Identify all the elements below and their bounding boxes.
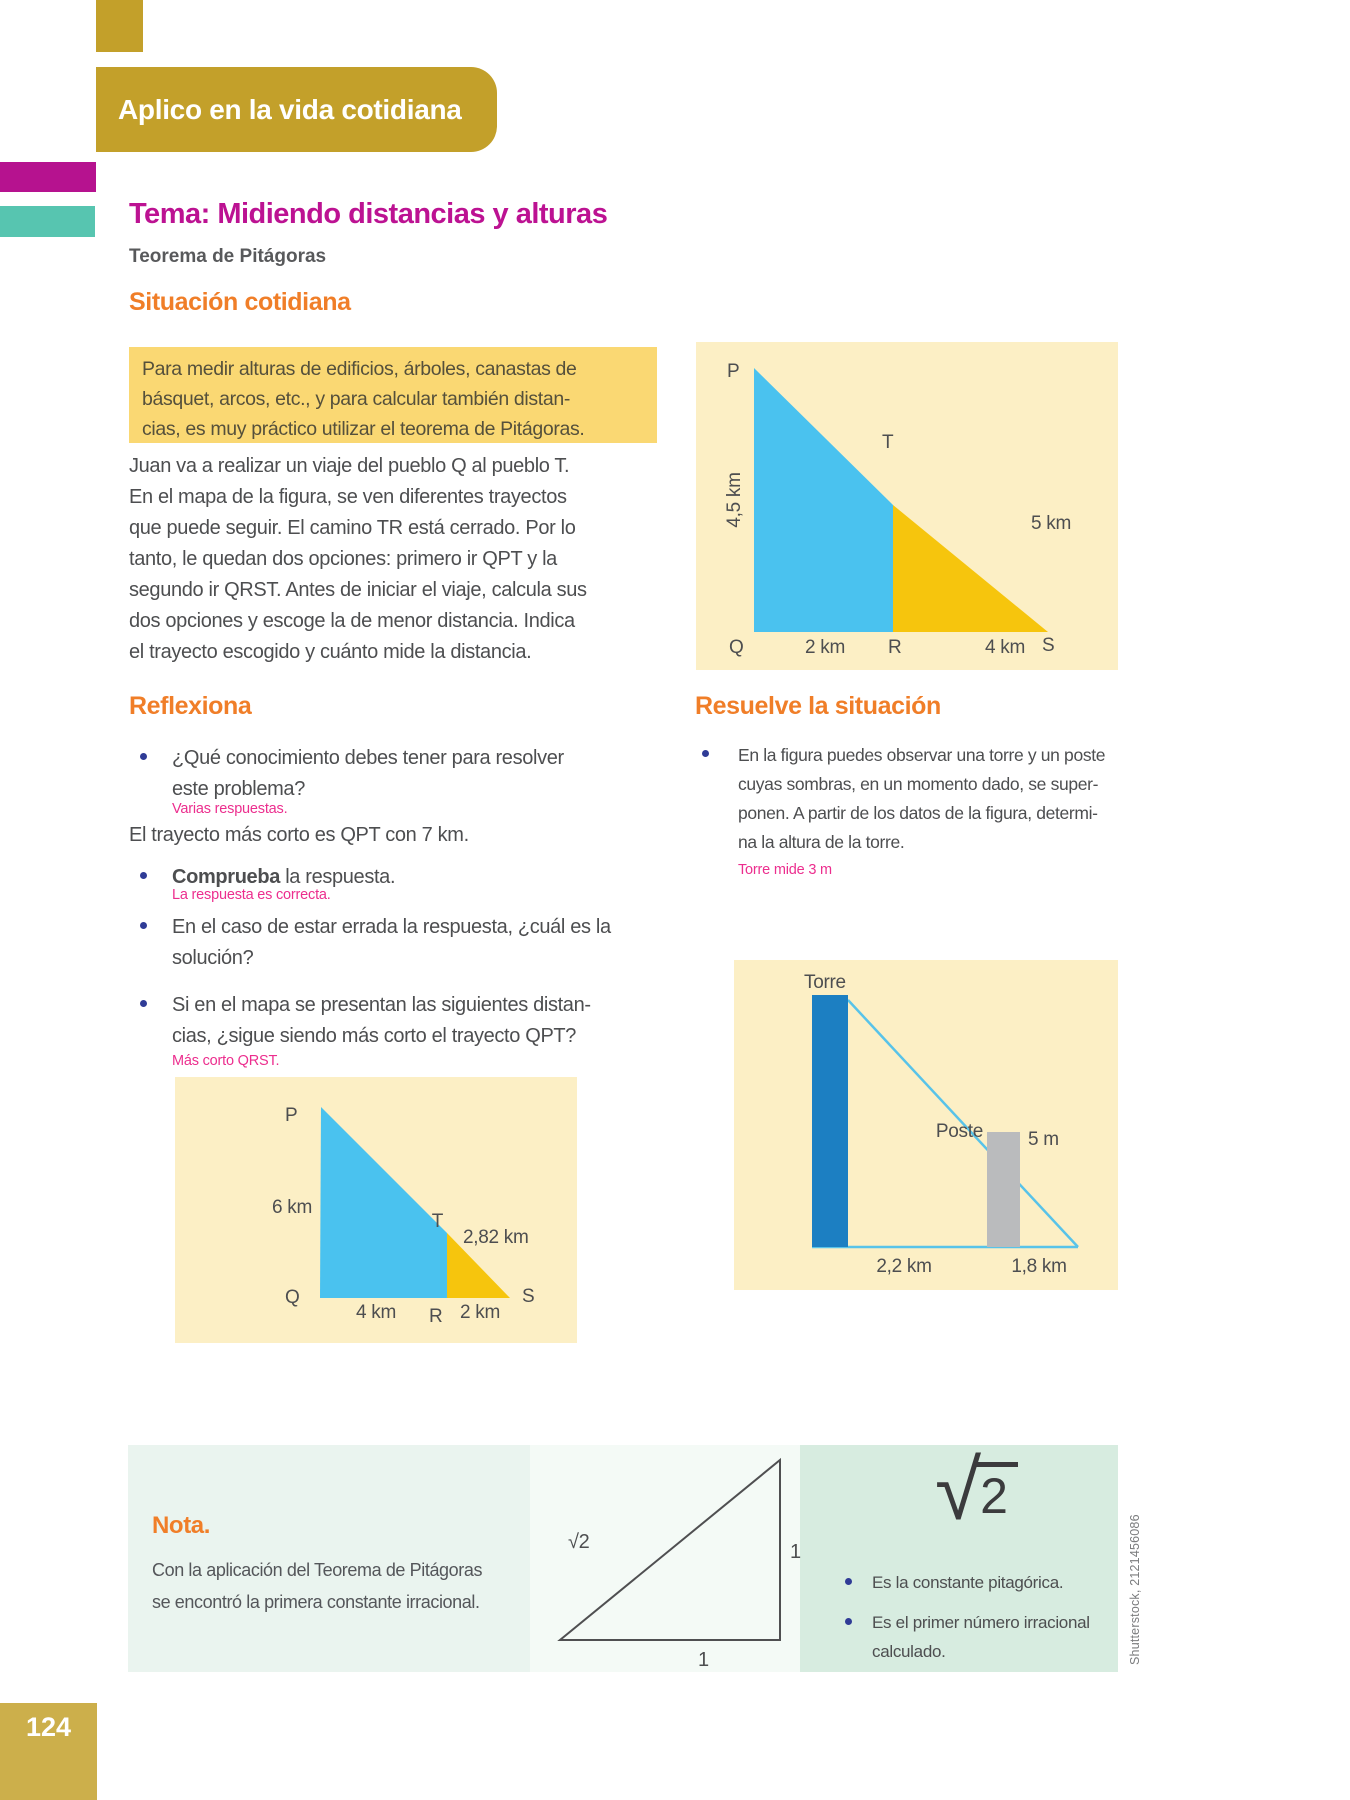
heading-situacion-cotidiana: Situación cotidiana — [129, 288, 351, 316]
section-banner — [96, 67, 497, 152]
answer-text: Torre mide 3 m — [738, 862, 832, 878]
highlight-line: cias, es muy práctico utilizar el teorema de Pitágoras. — [142, 418, 585, 440]
vertex-label-q: Q — [285, 1287, 300, 1308]
vertex-label-p: P — [285, 1105, 298, 1126]
figure-background — [734, 960, 1118, 1290]
stock-credit: Shutterstock, 2121456086 — [1128, 1514, 1142, 1665]
bullet-line: ponen. A partir de los datos de la figura, determi- — [738, 803, 1098, 823]
note-bullet-irracional — [872, 1608, 1090, 1666]
unit-triangle-figure — [540, 1440, 805, 1680]
shadow1-label: 2,2 km — [876, 1256, 932, 1277]
hypotenuse-label: √2 — [568, 1531, 590, 1553]
vertex-label-p: P — [727, 361, 740, 382]
pole-measure-label: 5 m — [1028, 1129, 1059, 1150]
note-text — [152, 1554, 482, 1618]
page-title: Tema: Midiendo distancias y alturas — [129, 198, 608, 230]
bullet-dot — [845, 1578, 852, 1585]
highlight-line: básquet, arcos, etc., y para calcular también distan- — [142, 388, 571, 410]
highlight-box — [129, 347, 657, 443]
measure-label-base-right: 4 km — [985, 637, 1025, 658]
note-line: se encontró la primera constante irracional. — [152, 1592, 480, 1612]
shadow2-label: 1,8 km — [1011, 1256, 1067, 1277]
bullet-dot — [845, 1618, 852, 1625]
bullet-item-conocimiento — [172, 743, 564, 805]
teal-accent-bar — [0, 206, 95, 237]
bullet-dot — [140, 1000, 147, 1007]
heading-reflexiona: Reflexiona — [129, 692, 252, 720]
bullet-line: solución? — [172, 947, 254, 969]
bullet-line: cuyas sombras, en un momento dado, se super- — [738, 774, 1099, 794]
gold-corner-tab — [96, 0, 143, 52]
intro-paragraph — [129, 451, 587, 668]
bullet-item-distancias — [172, 990, 591, 1052]
bullet-line: Si en el mapa se presentan las siguientes distan- — [172, 994, 591, 1016]
paragraph-line: segundo ir QRST. Antes de iniciar el viaje, calcula sus — [129, 579, 587, 601]
bullet-dot — [140, 922, 147, 929]
bullet-line: Es el primer número irracional — [872, 1613, 1090, 1632]
bullet-line: ¿Qué conocimiento debes tener para resolver — [172, 747, 564, 769]
vertex-label-t: T — [431, 1211, 443, 1232]
highlight-line: Para medir alturas de edificios, árboles, canastas de — [142, 358, 577, 380]
radicand: 2 — [974, 1462, 1018, 1521]
bullet-line: En el caso de estar errada la respuesta, ¿cuál es la — [172, 916, 611, 938]
side-label: 1 — [790, 1541, 801, 1563]
answer-line-trayecto: El trayecto más corto es QPT con 7 km. — [129, 824, 469, 846]
pole-shape — [987, 1132, 1020, 1247]
bullet-bold-text: Comprueba — [172, 866, 280, 888]
bullet-dot — [702, 750, 709, 757]
measure-label-hypotenuse: 2,82 km — [463, 1227, 529, 1248]
radical-sign: √ — [935, 1443, 982, 1537]
paragraph-line: el trayecto escogido y cuánto mide la distancia. — [129, 641, 532, 663]
paragraph-line: Juan va a realizar un viaje del pueblo Q al pueblo T. — [129, 455, 570, 477]
triangle-outline — [560, 1460, 780, 1640]
tower-label: Torre — [804, 972, 846, 993]
vertex-label-r: R — [429, 1306, 443, 1327]
measure-label-base-left: 2 km — [805, 637, 845, 658]
tower-shape — [812, 995, 848, 1247]
vertex-label-t: T — [882, 432, 894, 453]
answer-text: Varias respuestas. — [172, 801, 288, 817]
answer-text: Más corto QRST. — [172, 1053, 280, 1069]
bullet-line: este problema? — [172, 778, 305, 800]
bullet-line: En la figura puedes observar una torre y un poste — [738, 745, 1106, 765]
bullet-dot — [140, 753, 147, 760]
measure-label-base-left: 4 km — [356, 1302, 396, 1323]
note-line: Con la aplicación del Teorema de Pitágoras — [152, 1560, 483, 1580]
paragraph-line: dos opciones y escoge la de menor distancia. Indica — [129, 610, 575, 632]
measure-label-base-right: 2 km — [460, 1302, 500, 1323]
tower-figure — [734, 960, 1118, 1290]
vertex-label-s: S — [522, 1286, 535, 1307]
base-label: 1 — [698, 1649, 709, 1671]
page-number: 124 — [25, 1712, 72, 1742]
bullet-line: calculado. — [872, 1642, 946, 1661]
section-banner-label: Aplico en la vida cotidiana — [118, 93, 462, 125]
map-figure-2 — [175, 1077, 577, 1343]
note-heading: Nota. — [152, 1512, 211, 1539]
paragraph-line: tanto, le quedan dos opciones: primero ir QPT y la — [129, 548, 557, 570]
vertex-label-s: S — [1042, 635, 1055, 656]
paragraph-line: que puede seguir. El camino TR está cerrado. Por lo — [129, 517, 576, 539]
magenta-accent-bar — [0, 162, 96, 192]
measure-label-hypotenuse: 5 km — [1031, 513, 1071, 534]
bullet-line: na la altura de la torre. — [738, 832, 905, 852]
pole-label: Poste — [935, 1121, 983, 1142]
paragraph-line: En el mapa de la figura, se ven diferentes trayectos — [129, 486, 567, 508]
bullet-line: cias, ¿sigue siendo más corto el trayecto QPT? — [172, 1025, 577, 1047]
map-figure-1 — [696, 342, 1118, 670]
vertex-label-r: R — [888, 637, 902, 658]
measure-label-vertical: 4,5 km — [724, 472, 745, 528]
measure-label-vertical: 6 km — [272, 1197, 312, 1218]
page-subtitle: Teorema de Pitágoras — [129, 246, 327, 267]
bullet-item-errada — [172, 912, 611, 974]
bullet-item-torre — [738, 741, 1105, 857]
heading-resuelve-la-situacion: Resuelve la situación — [695, 692, 941, 720]
sqrt2-symbol — [935, 1443, 1018, 1537]
bullet-dot — [140, 872, 147, 879]
bullet-rest-text: la respuesta. — [279, 866, 396, 888]
page-number-box — [0, 1703, 97, 1800]
vertex-label-q: Q — [729, 637, 744, 658]
note-bullet-constante: Es la constante pitagórica. — [872, 1573, 1064, 1592]
answer-text: La respuesta es correcta. — [172, 887, 331, 903]
